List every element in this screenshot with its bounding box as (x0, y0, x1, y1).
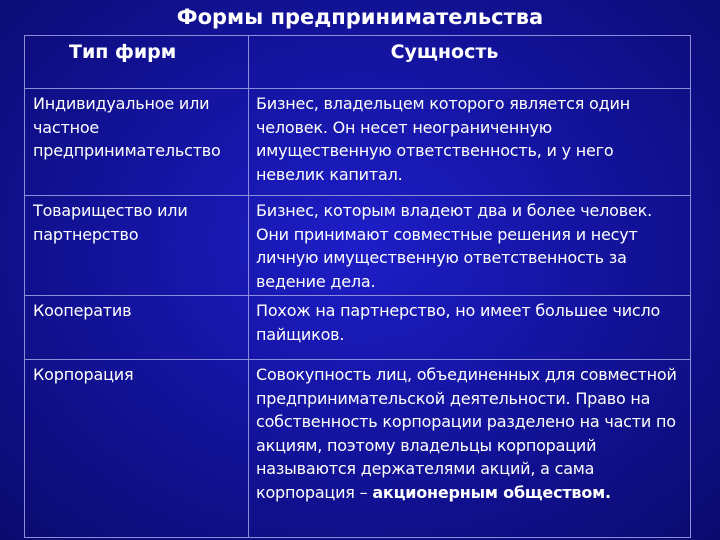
essence-text: Совокупность лиц, объединенных для совместной предпринимательской деятельности. Право на собственность корпорации разделено на части по акциям, поэтому владельцы корпораций называются держателями акций, а сама корпорация – (256, 365, 677, 502)
header-essence: Сущность (249, 36, 691, 89)
table-header-row (25, 36, 691, 89)
firm-forms-table (24, 35, 691, 538)
firm-type-cell: Кооператив (25, 296, 249, 360)
table-row (25, 360, 691, 538)
firm-type-cell: Индивидуальное или частное предпринимательство (25, 89, 249, 196)
table-row (25, 196, 691, 296)
essence-bold-text: акционерным обществом. (372, 482, 611, 502)
essence-cell (249, 360, 691, 538)
firm-type-cell: Товарищество или партнерство (25, 196, 249, 296)
essence-cell: Бизнес, владельцем которого является один человек. Он несет неограниченную имущественную ответственность, и у него невелик капитал. (249, 89, 691, 196)
firm-type-cell: Корпорация (25, 360, 249, 538)
page-title: Формы предпринимательства (176, 5, 544, 29)
essence-cell: Бизнес, которым владеют два и более человек. Они принимают совместные решения и несут личную имущественную ответственность за ведение дела. (249, 196, 691, 296)
essence-cell: Похож на партнерство, но имеет большее число пайщиков. (249, 296, 691, 360)
table-row (25, 89, 691, 196)
header-firm-type: Тип фирм (25, 36, 249, 89)
table-row (25, 296, 691, 360)
